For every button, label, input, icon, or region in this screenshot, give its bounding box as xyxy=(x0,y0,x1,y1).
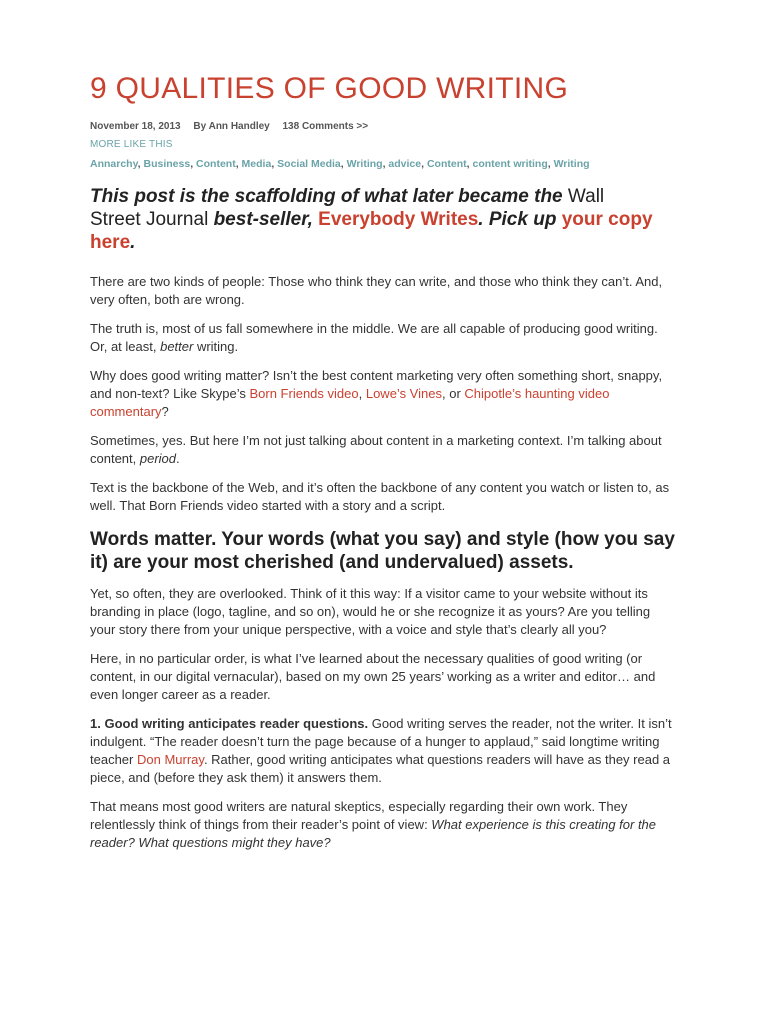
tag-separator: , xyxy=(190,158,197,170)
copy-link[interactable]: your copy here xyxy=(90,209,653,253)
lead-text: . Pick up xyxy=(478,209,562,230)
paragraph: Text is the backbone of the Web, and it’s often the backbone of any content you watch or listen to, as well. That Born Friends video started with a story and a script. xyxy=(90,480,670,513)
tag-link[interactable]: Media xyxy=(241,158,272,170)
emphasis: period xyxy=(139,451,177,466)
tag-link[interactable]: Writing xyxy=(346,158,383,170)
tag-link[interactable]: Social Media xyxy=(277,158,341,170)
paragraph-text: That means most good writers are natural skeptics, especially regarding their own work. They relentlessly think of things from their reader’s point of view: xyxy=(90,799,628,832)
tag-separator: , xyxy=(340,158,347,170)
tag-separator: , xyxy=(382,158,389,170)
post-date: November 18, 2013 xyxy=(90,121,181,132)
tag-link[interactable]: Business xyxy=(143,158,191,170)
lead-text: best-seller, xyxy=(208,209,319,230)
more-like-this-label: MORE LIKE THIS xyxy=(90,139,173,150)
paragraph-text: Good writing serves the reader, not the writer. It isn’t indulgent. “The reader doesn’t turn the page because of a hunger to applaud,” said longtime writing teacher xyxy=(90,716,672,767)
born-friends-link[interactable]: Born Friends video xyxy=(249,386,359,401)
lead-text: This post is the scaffolding of what later became the xyxy=(90,186,568,207)
paragraph-text: . xyxy=(176,451,180,466)
paragraph xyxy=(90,320,675,356)
tag-link[interactable]: Content xyxy=(196,158,236,170)
quality-heading: 1. Good writing anticipates reader questions. xyxy=(90,716,369,731)
paragraph: Here, in no particular order, is what I’ve learned about the necessary qualities of good writing (or content, in our digital vernacular), based on my own 25 years’ working as a writer and editor… and even longer career as a reader. xyxy=(90,651,656,702)
paragraph xyxy=(90,432,675,468)
book-link[interactable]: Everybody Writes xyxy=(318,209,479,230)
tag-separator: , xyxy=(547,158,554,170)
tag-separator: , xyxy=(137,158,144,170)
tag-separator: , xyxy=(466,158,473,170)
comments-link[interactable]: 138 Comments >> xyxy=(282,121,369,132)
tag-list xyxy=(90,158,630,171)
paragraph-text: ? xyxy=(161,404,169,419)
tag-link[interactable]: content writing xyxy=(472,158,548,170)
paragraph-text: Why does good writing matter? Isn’t the best content marketing very often something short, snappy, and non-text? Like Skype’s xyxy=(90,368,663,401)
chipotle-link[interactable]: Chipotle’s haunting video commentary xyxy=(90,386,610,419)
lead-paragraph xyxy=(90,185,660,254)
paragraph-text: writing. xyxy=(193,339,239,354)
post-author[interactable]: By Ann Handley xyxy=(193,121,270,132)
tag-separator: , xyxy=(421,158,427,170)
emphasis: What experience is this creating for the reader? What questions might they have? xyxy=(90,817,657,850)
paragraph-text: . Rather, good writing anticipates what questions readers will have as they read a piece, and (before they ask them) it answers them. xyxy=(90,752,671,785)
paragraph-text: The truth is, most of us fall somewhere in the middle. We are all capable of producing good writing. Or, at least, xyxy=(90,321,658,354)
tag-link[interactable]: Content xyxy=(426,158,467,170)
lead-text: . xyxy=(130,232,136,253)
post-title: 9 QUALITIES OF GOOD WRITING xyxy=(90,72,569,105)
post-meta xyxy=(90,120,680,134)
section-heading: Words matter. Your words (what you say) and style (how you say it) are your most cherished (and undervalued) assets. xyxy=(90,529,675,573)
paragraph-text: , or xyxy=(441,386,465,401)
tag-separator: , xyxy=(235,158,242,170)
don-murray-link[interactable]: Don Murray xyxy=(136,752,204,767)
lead-wsj: Wall Street Journal xyxy=(90,186,605,230)
lowes-vines-link[interactable]: Lowe’s Vines xyxy=(365,386,442,401)
paragraph xyxy=(90,715,675,787)
tag-separator: , xyxy=(271,158,278,170)
emphasis: better xyxy=(160,339,194,354)
paragraph-text: Sometimes, yes. But here I’m not just talking about content in a marketing context. I’m talking about content, xyxy=(90,433,662,466)
paragraph xyxy=(90,798,675,852)
tag-link[interactable]: advice xyxy=(388,158,422,170)
paragraph-text: , xyxy=(358,386,366,401)
paragraph xyxy=(90,367,675,421)
tag-link[interactable]: Writing xyxy=(553,158,590,170)
tag-link[interactable]: Annarchy xyxy=(90,158,138,170)
paragraph: There are two kinds of people: Those who think they can write, and those who think they can’t. And, very often, both are wrong. xyxy=(90,274,663,307)
paragraph: Yet, so often, they are overlooked. Think of it this way: If a visitor came to your website without its branding in place (logo, tagline, and so on), would he or she recognize it as yours? Are you telling your story there from your unique perspective, with a voice and style that’s clearly all you? xyxy=(90,586,651,637)
